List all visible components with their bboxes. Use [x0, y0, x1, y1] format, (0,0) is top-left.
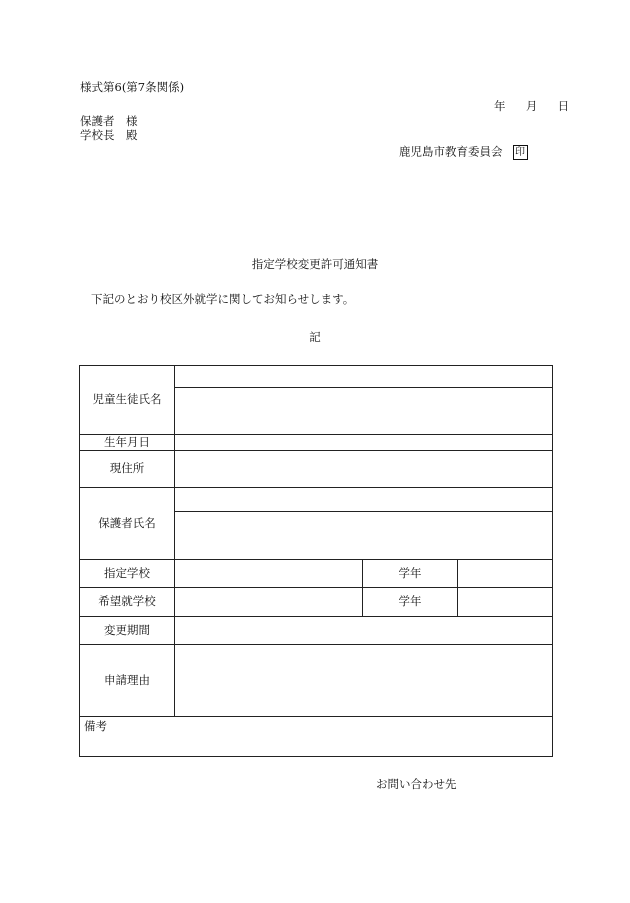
remarks-label: 備考: [84, 719, 107, 733]
desired-school-cell[interactable]: [175, 588, 363, 617]
grade-label-desired: 学年: [363, 588, 458, 617]
application-reason-label: 申請理由: [80, 645, 175, 717]
contact-label: お問い合わせ先: [376, 777, 457, 791]
application-reason-cell[interactable]: [175, 645, 553, 717]
ki-heading: 記: [309, 330, 321, 344]
grade-cell-desired[interactable]: [458, 588, 553, 617]
remarks-cell[interactable]: [80, 717, 553, 757]
addressee-guardian: 保護者 様: [80, 114, 138, 128]
current-address-cell[interactable]: [175, 451, 553, 488]
issuer: [399, 145, 528, 160]
date-year-label: 年: [494, 99, 506, 113]
seal-mark: 印: [513, 145, 528, 160]
issuer-name: 鹿児島市教育委員会: [399, 144, 503, 159]
form-number: 様式第6(第7条関係): [80, 80, 185, 94]
student-name-furigana-cell[interactable]: [175, 366, 553, 388]
form-table: [79, 365, 553, 757]
designated-school-cell[interactable]: [175, 560, 363, 588]
guardian-name-furigana-cell[interactable]: [175, 488, 553, 512]
document-title: 指定学校変更許可通知書: [251, 257, 379, 271]
student-name-cell[interactable]: [175, 388, 553, 435]
change-period-label: 変更期間: [80, 617, 175, 645]
birth-date-label: 生年月日: [80, 435, 175, 451]
desired-school-label: 希望就学校: [80, 588, 175, 617]
grade-cell-designated[interactable]: [458, 560, 553, 588]
designated-school-label: 指定学校: [80, 560, 175, 588]
student-name-label: 児童生徒氏名: [80, 366, 175, 435]
intro-text: 下記のとおり校区外就学に関してお知らせします。: [91, 292, 355, 306]
current-address-label: 現住所: [80, 451, 175, 488]
guardian-name-label: 保護者氏名: [80, 488, 175, 560]
addressee-principal: 学校長 殿: [80, 128, 138, 142]
date-month-label: 月: [525, 99, 538, 113]
birth-date-cell[interactable]: [175, 435, 553, 451]
change-period-cell[interactable]: [175, 617, 553, 645]
guardian-name-cell[interactable]: [175, 512, 553, 560]
date-day-label: 日: [557, 99, 570, 113]
grade-label-designated: 学年: [363, 560, 458, 588]
date-line: [494, 101, 569, 113]
